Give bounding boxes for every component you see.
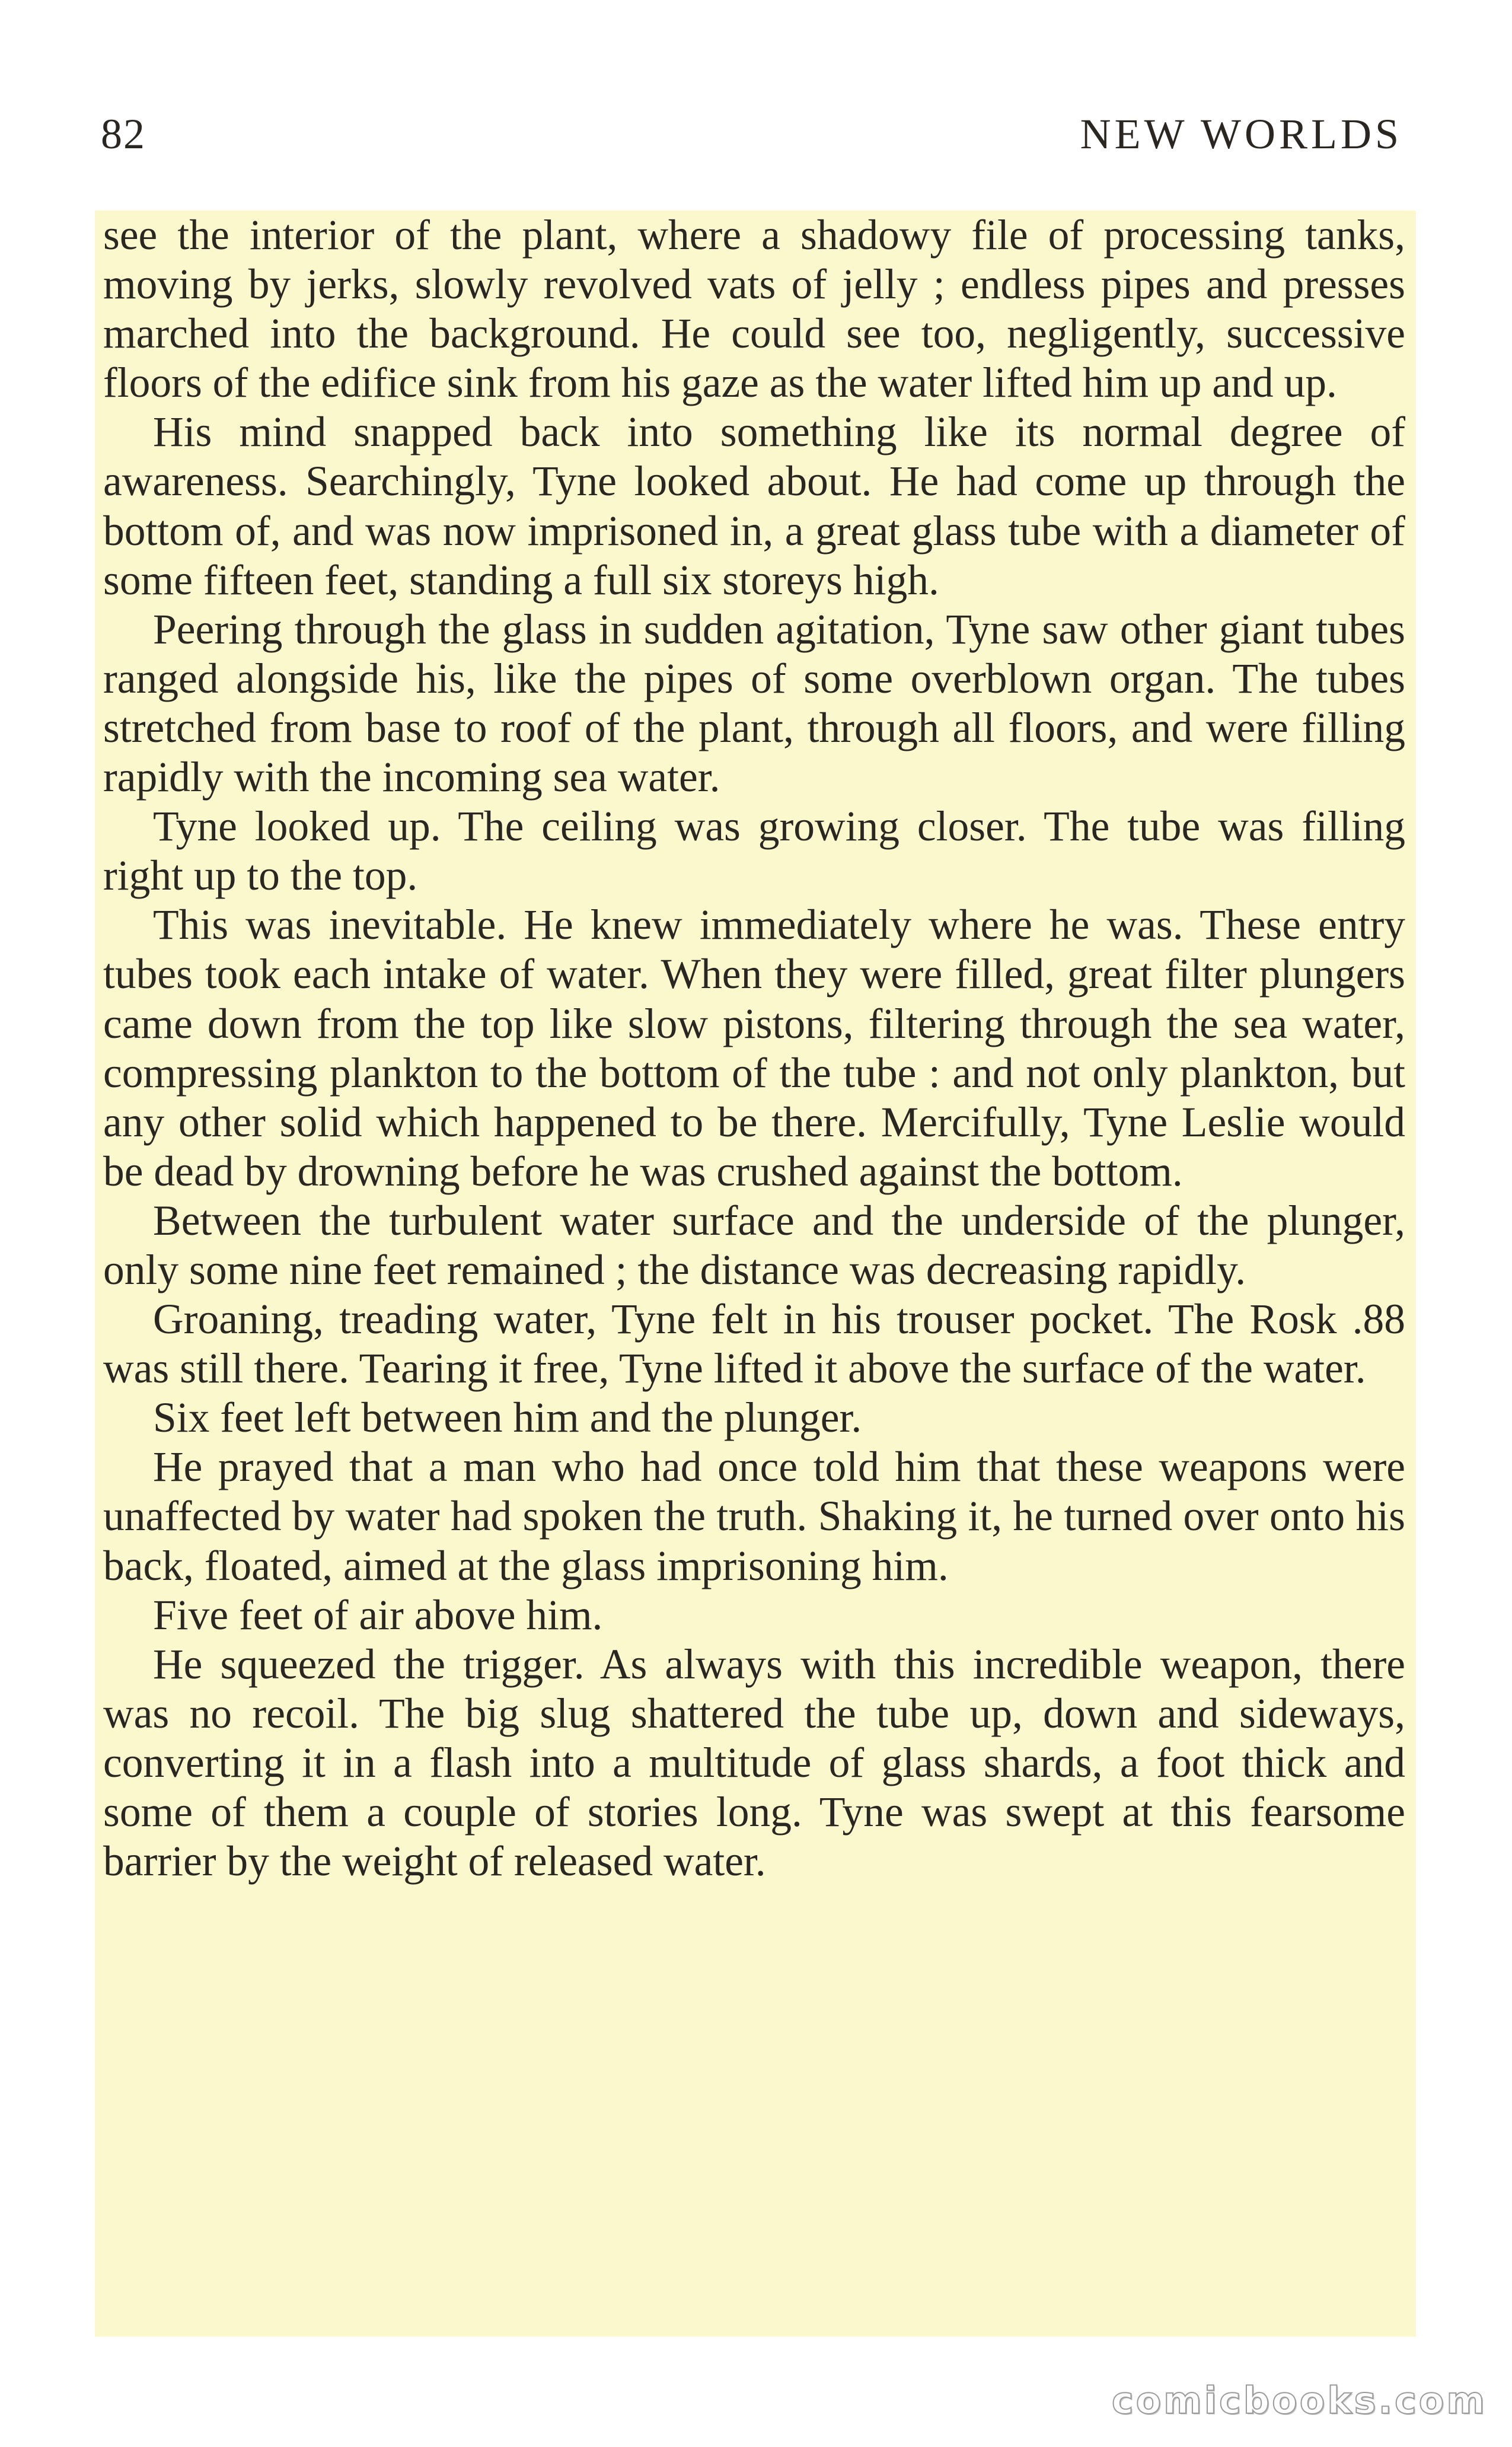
paragraph: Between the turbulent water surface and the underside of the plunger, only some nine feet remained ; the distance was decreasing rapidly. [103, 1197, 1405, 1293]
paragraph: His mind snapped back into something like its normal degree of awareness. Searchingly, Tyne looked about. He had come up through the bottom of, and was now imprisoned in, a great glass tube with a diameter of some fifteen feet, standing a full six storeys high. [103, 409, 1405, 604]
paragraph: Peering through the glass in sudden agitation, Tyne saw other giant tubes ranged alongside his, like the pipes of some overblown organ. The tubes stretched from base to roof of the plant, through all floors, and were filling rapidly with the incoming sea water. [103, 606, 1405, 801]
page-number: 82 [101, 110, 146, 158]
paragraph: Groaning, treading water, Tyne felt in his trouser pocket. The Rosk .88 was still there. Tearing it free, Tyne lifted it above the surface of the water. [103, 1296, 1405, 1393]
paragraph: see the interior of the plant, where a shadowy file of processing tanks, moving by jerks, slowly revolved vats of jelly ; endless pipes and presses marched into the background. He could see too, negligently, successive floors of the edifice sink from his gaze as the water lifted him up and up. [103, 212, 1405, 407]
journal-title: NEW WORLDS [1080, 110, 1402, 158]
paragraph: He squeezed the trigger. As always with this incredible weapon, there was no recoil. The big slug shattered the tube up, down and sideways, converting it in a flash into a multitude of glass shards, a foot thick and some of them a couple of stories long. Tyne was swept at this fearsome barrier by the weight of released water. [103, 1640, 1405, 1885]
paragraph: Tyne looked up. The ceiling was growing closer. The tube was filling right up to the top. [103, 803, 1405, 900]
paragraph: This was inevitable. He knew immediately where he was. These entry tubes took each intake of water. When they were filled, great filter plungers came down from the top like slow pistons, filtering through the sea water, compressing plankton to the bottom of the tube : and not only plankton, but any other solid which happened to be there. Mercifully, Tyne Leslie would be dead by drowning before he was crushed against the bottom. [103, 901, 1405, 1195]
running-head [101, 110, 1402, 163]
paragraph: He prayed that a man who had once told him that these weapons were unaffected by water had spoken the truth. Shaking it, he turned over onto his back, floated, aimed at the glass imprisoning him. [103, 1444, 1405, 1589]
highlighted-text-block [95, 211, 1416, 2337]
paragraph: Five feet of air above him. [153, 1591, 603, 1639]
watermark: comicbooks.com [1111, 2379, 1487, 2422]
paragraph: Six feet left between him and the plunger. [153, 1394, 862, 1442]
